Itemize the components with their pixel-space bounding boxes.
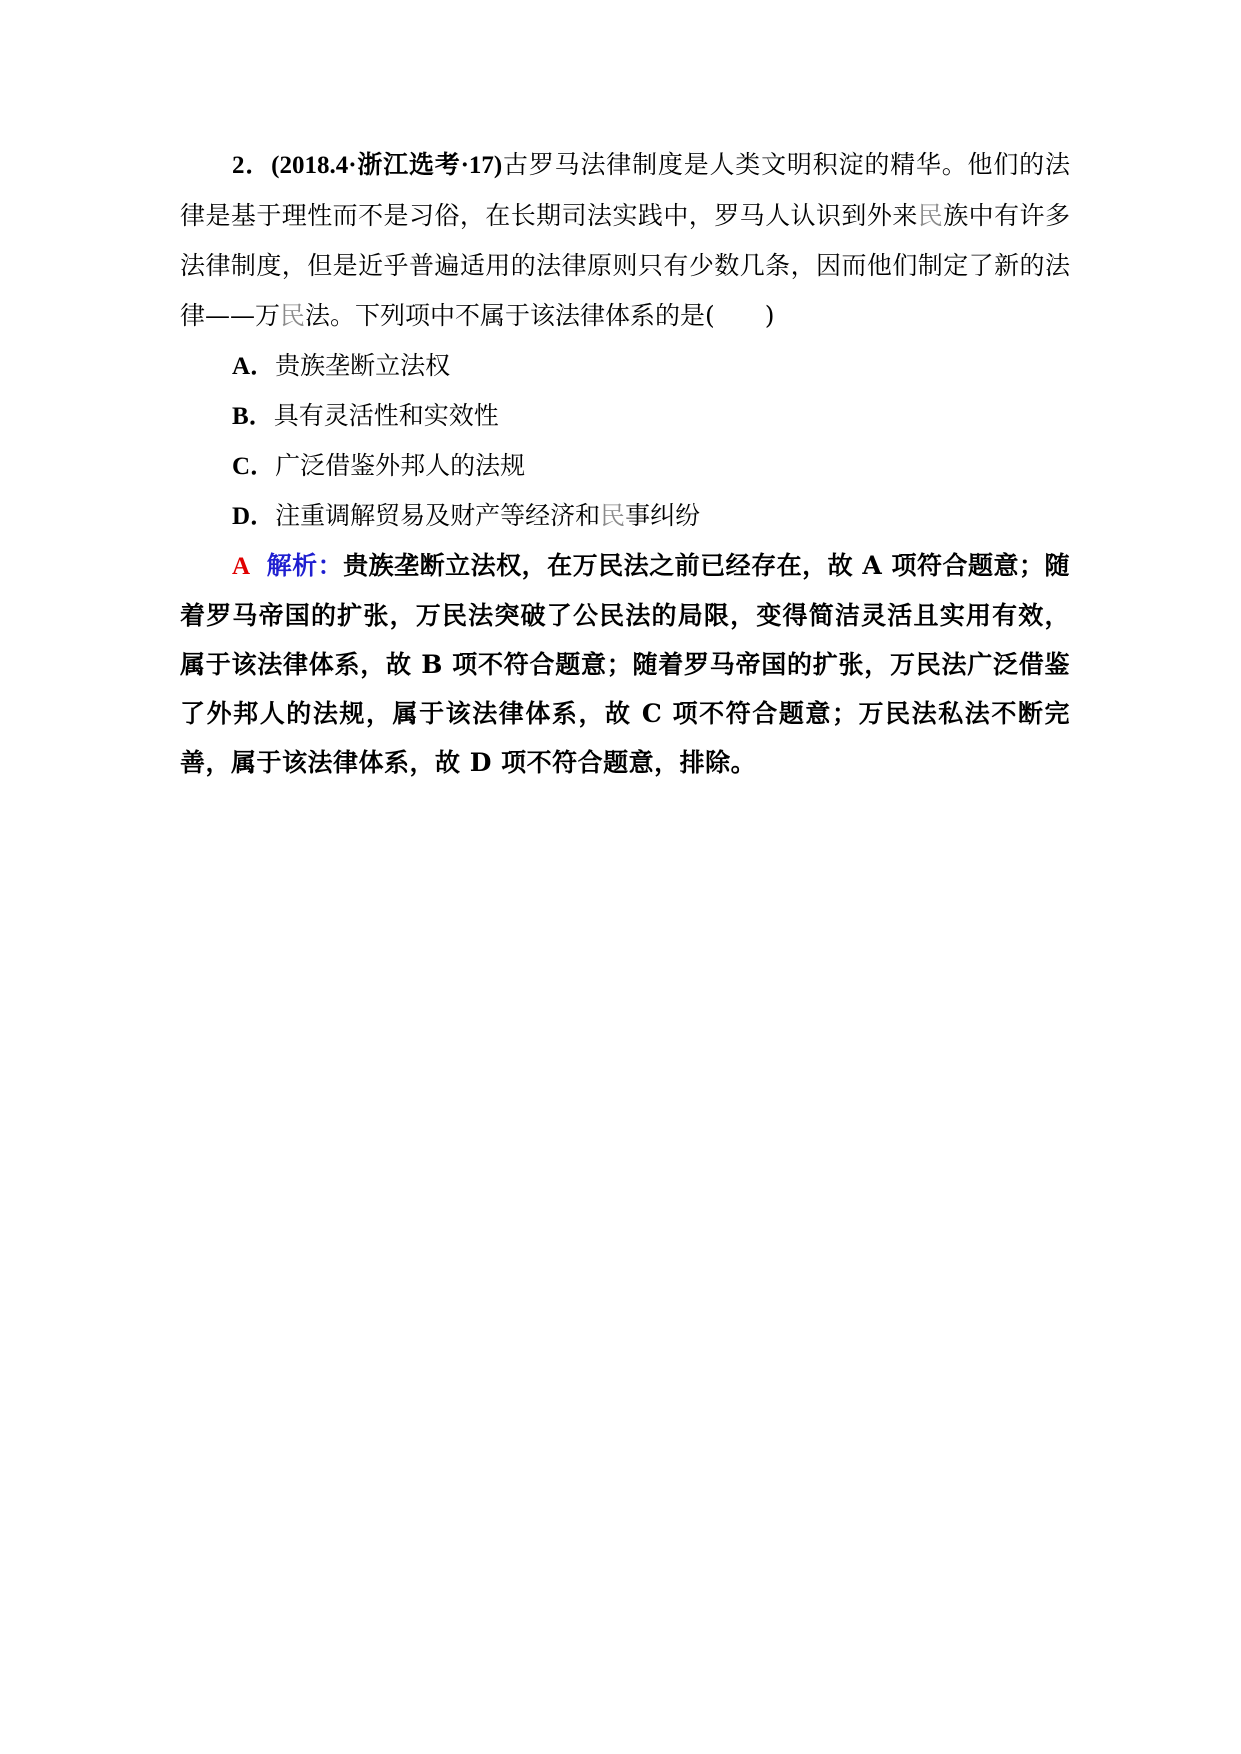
question-source: (2018.4·浙江选考·17) [271, 152, 503, 179]
document-page [180, 140, 1070, 787]
option-text: 注重调解贸易及财产等经济和 [275, 501, 601, 530]
option-text-after: 事纠纷 [625, 501, 701, 530]
question-stem-part2: 族中有许多法律制度，但是近乎普遍适用的法律原则只有少数几条，因而他们制定了新的法律——万 [180, 201, 1070, 330]
answer-analysis [180, 541, 1070, 787]
option-text-grey: 民 [600, 501, 626, 530]
option-text: 具有灵活性和实效性 [273, 401, 499, 430]
question-stem-grey1: 民 [917, 201, 944, 230]
question-stem [180, 140, 1070, 341]
analysis-text: 贵族垄断立法权，在万民法之前已经存在，故 A 项符合题意；随着罗马帝国的扩张，万民法突破了公民法的局限，变得简洁灵活且实用有效，属于该法律体系，故 B 项不符合题意；随着罗马帝国的扩张，万民法广泛借鉴了外邦人的法规，属于该法律体系，故 C 项不符合题意；万民法私法不断完善，属于该法律体系，故 D 项不符合题意，排除。 [180, 551, 1070, 777]
option-letter: B． [232, 403, 274, 430]
question-stem-part3: 法。下列项中不属于该法律体系的是( ) [305, 301, 775, 330]
option-letter: C． [232, 453, 276, 480]
option-text: 广泛借鉴外邦人的法规 [275, 451, 526, 480]
option-c [180, 441, 1070, 491]
option-d [180, 491, 1070, 541]
question-stem-grey2: 民 [280, 301, 306, 330]
question-stem-part1: 古罗马法律制度是人类文明积淀的精华。他们的法律是基于理性而不是习俗，在长期司法实践中，罗马人认识到外来 [180, 150, 1070, 230]
answer-letter: A [232, 553, 251, 580]
option-b [180, 391, 1070, 441]
option-a [180, 341, 1070, 391]
question-number: 2． [232, 152, 272, 179]
analysis-label: 解析： [266, 551, 344, 580]
option-letter: D． [232, 503, 276, 530]
option-letter: A． [232, 353, 276, 380]
option-text: 贵族垄断立法权 [275, 351, 451, 380]
